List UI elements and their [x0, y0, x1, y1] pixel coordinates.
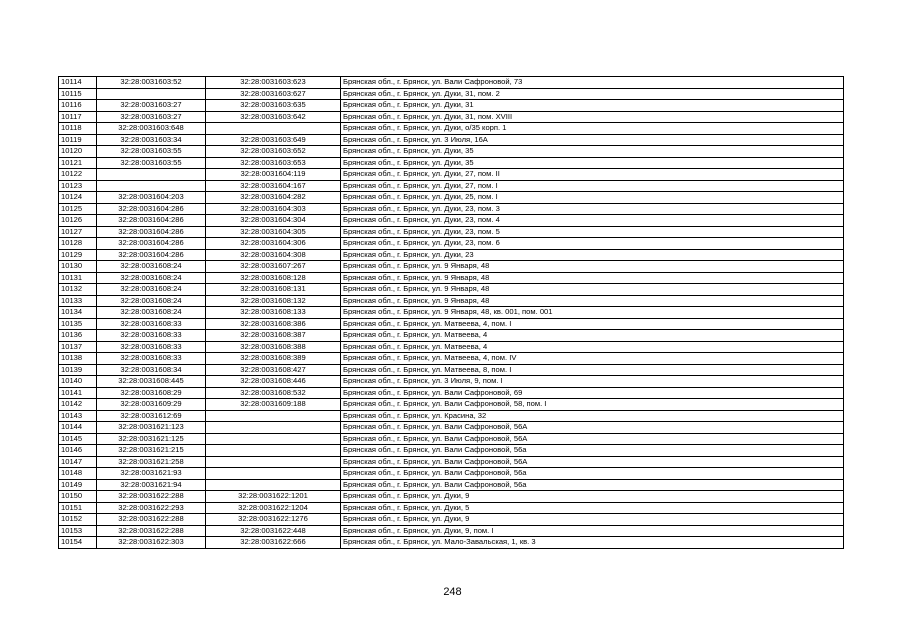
record-number-cell: 10152	[59, 514, 97, 526]
parcel-cadastral-number-cell: 32:28:0031604:286	[97, 203, 206, 215]
record-number-cell: 10148	[59, 468, 97, 480]
address-cell: Брянская обл., г. Брянск, ул. Вали Сафроновой, 56А	[341, 433, 844, 445]
parcel-cadastral-number-cell: 32:28:0031621:215	[97, 445, 206, 457]
table-row	[59, 307, 844, 319]
parcel-cadastral-number-cell: 32:28:0031604:286	[97, 215, 206, 227]
table-row	[59, 123, 844, 135]
parcel-cadastral-number-cell: 32:28:0031608:24	[97, 307, 206, 319]
object-cadastral-number-cell: 32:28:0031603:652	[206, 146, 341, 158]
parcel-cadastral-number-cell: 32:28:0031604:286	[97, 238, 206, 250]
table-row	[59, 249, 844, 261]
address-cell: Брянская обл., г. Брянск, ул. Дуки, 27, пом. I	[341, 180, 844, 192]
table-row	[59, 261, 844, 273]
address-cell: Брянская обл., г. Брянск, ул. 9 Января, 48, кв. 001, пом. 001	[341, 307, 844, 319]
record-number-cell: 10130	[59, 261, 97, 273]
address-cell: Брянская обл., г. Брянск, ул. Вали Сафроновой, 58, пом. I	[341, 399, 844, 411]
address-cell: Брянская обл., г. Брянск, ул. Дуки, 23, пом. 3	[341, 203, 844, 215]
table-row	[59, 353, 844, 365]
table-row	[59, 134, 844, 146]
parcel-cadastral-number-cell: 32:28:0031622:288	[97, 491, 206, 503]
record-number-cell: 10131	[59, 272, 97, 284]
parcel-cadastral-number-cell: 32:28:0031608:33	[97, 330, 206, 342]
parcel-cadastral-number-cell: 32:28:0031622:288	[97, 525, 206, 537]
address-cell: Брянская обл., г. Брянск, ул. Дуки, 23, пом. 6	[341, 238, 844, 250]
object-cadastral-number-cell: 32:28:0031608:132	[206, 295, 341, 307]
object-cadastral-number-cell	[206, 479, 341, 491]
parcel-cadastral-number-cell: 32:28:0031621:125	[97, 433, 206, 445]
record-number-cell: 10125	[59, 203, 97, 215]
parcel-cadastral-number-cell: 32:28:0031604:286	[97, 226, 206, 238]
object-cadastral-number-cell: 32:28:0031608:446	[206, 376, 341, 388]
record-number-cell: 10121	[59, 157, 97, 169]
object-cadastral-number-cell: 32:28:0031603:623	[206, 77, 341, 89]
address-cell: Брянская обл., г. Брянск, ул. Матвеева, 4	[341, 341, 844, 353]
table-row	[59, 157, 844, 169]
object-cadastral-number-cell: 32:28:0031622:448	[206, 525, 341, 537]
record-number-cell: 10137	[59, 341, 97, 353]
address-cell: Брянская обл., г. Брянск, ул. Дуки, 9	[341, 491, 844, 503]
table-row	[59, 433, 844, 445]
address-cell: Брянская обл., г. Брянск, ул. Матвеева, 8, пом. I	[341, 364, 844, 376]
record-number-cell: 10136	[59, 330, 97, 342]
record-number-cell: 10120	[59, 146, 97, 158]
object-cadastral-number-cell	[206, 410, 341, 422]
parcel-cadastral-number-cell: 32:28:0031603:55	[97, 146, 206, 158]
parcel-cadastral-number-cell: 32:28:0031608:33	[97, 341, 206, 353]
record-number-cell: 10140	[59, 376, 97, 388]
record-number-cell: 10124	[59, 192, 97, 204]
table-row	[59, 330, 844, 342]
table-row	[59, 295, 844, 307]
address-cell: Брянская обл., г. Брянск, ул. 9 Января, 48	[341, 284, 844, 296]
object-cadastral-number-cell: 32:28:0031608:427	[206, 364, 341, 376]
object-cadastral-number-cell	[206, 468, 341, 480]
parcel-cadastral-number-cell: 32:28:0031608:24	[97, 284, 206, 296]
table-row	[59, 456, 844, 468]
registry-table-body	[59, 77, 844, 549]
record-number-cell: 10145	[59, 433, 97, 445]
object-cadastral-number-cell: 32:28:0031608:389	[206, 353, 341, 365]
address-cell: Брянская обл., г. Брянск, ул. Дуки, 23	[341, 249, 844, 261]
parcel-cadastral-number-cell: 32:28:0031608:33	[97, 353, 206, 365]
address-cell: Брянская обл., г. Брянск, ул. Вали Сафроновой, 56а	[341, 479, 844, 491]
record-number-cell: 10143	[59, 410, 97, 422]
parcel-cadastral-number-cell: 32:28:0031603:34	[97, 134, 206, 146]
parcel-cadastral-number-cell: 32:28:0031621:258	[97, 456, 206, 468]
parcel-cadastral-number-cell: 32:28:0031622:303	[97, 537, 206, 549]
parcel-cadastral-number-cell: 32:28:0031621:123	[97, 422, 206, 434]
record-number-cell: 10151	[59, 502, 97, 514]
record-number-cell: 10147	[59, 456, 97, 468]
parcel-cadastral-number-cell: 32:28:0031622:288	[97, 514, 206, 526]
address-cell: Брянская обл., г. Брянск, ул. Дуки, 27, пом. II	[341, 169, 844, 181]
record-number-cell: 10126	[59, 215, 97, 227]
parcel-cadastral-number-cell	[97, 180, 206, 192]
record-number-cell: 10144	[59, 422, 97, 434]
record-number-cell: 10133	[59, 295, 97, 307]
parcel-cadastral-number-cell: 32:28:0031608:445	[97, 376, 206, 388]
parcel-cadastral-number-cell: 32:28:0031608:33	[97, 318, 206, 330]
table-row	[59, 479, 844, 491]
address-cell: Брянская обл., г. Брянск, ул. Красина, 32	[341, 410, 844, 422]
table-row	[59, 77, 844, 89]
address-cell: Брянская обл., г. Брянск, ул. Матвеева, 4, пом. IV	[341, 353, 844, 365]
object-cadastral-number-cell: 32:28:0031608:133	[206, 307, 341, 319]
record-number-cell: 10117	[59, 111, 97, 123]
record-number-cell: 10138	[59, 353, 97, 365]
record-number-cell: 10122	[59, 169, 97, 181]
parcel-cadastral-number-cell: 32:28:0031622:293	[97, 502, 206, 514]
object-cadastral-number-cell: 32:28:0031603:635	[206, 100, 341, 112]
object-cadastral-number-cell: 32:28:0031608:532	[206, 387, 341, 399]
record-number-cell: 10132	[59, 284, 97, 296]
object-cadastral-number-cell	[206, 123, 341, 135]
object-cadastral-number-cell: 32:28:0031608:131	[206, 284, 341, 296]
address-cell: Брянская обл., г. Брянск, ул. Мало-Завальская, 1, кв. 3	[341, 537, 844, 549]
object-cadastral-number-cell: 32:28:0031604:119	[206, 169, 341, 181]
table-row	[59, 341, 844, 353]
address-cell: Брянская обл., г. Брянск, ул. Дуки, 35	[341, 157, 844, 169]
address-cell: Брянская обл., г. Брянск, ул. Дуки, 25, пом. I	[341, 192, 844, 204]
table-row	[59, 169, 844, 181]
table-row	[59, 238, 844, 250]
parcel-cadastral-number-cell	[97, 88, 206, 100]
object-cadastral-number-cell: 32:28:0031608:128	[206, 272, 341, 284]
object-cadastral-number-cell: 32:28:0031604:305	[206, 226, 341, 238]
address-cell: Брянская обл., г. Брянск, ул. Дуки, о/35 корп. 1	[341, 123, 844, 135]
address-cell: Брянская обл., г. Брянск, ул. Дуки, 23, пом. 4	[341, 215, 844, 227]
table-row	[59, 100, 844, 112]
object-cadastral-number-cell: 32:28:0031604:167	[206, 180, 341, 192]
table-row	[59, 525, 844, 537]
parcel-cadastral-number-cell: 32:28:0031608:24	[97, 295, 206, 307]
page-number: 248	[443, 586, 462, 598]
table-row	[59, 491, 844, 503]
table-row	[59, 203, 844, 215]
parcel-cadastral-number-cell: 32:28:0031604:203	[97, 192, 206, 204]
address-cell: Брянская обл., г. Брянск, ул. Дуки, 23, пом. 5	[341, 226, 844, 238]
object-cadastral-number-cell: 32:28:0031603:642	[206, 111, 341, 123]
object-cadastral-number-cell	[206, 456, 341, 468]
object-cadastral-number-cell	[206, 433, 341, 445]
parcel-cadastral-number-cell: 32:28:0031603:55	[97, 157, 206, 169]
address-cell: Брянская обл., г. Брянск, ул. Дуки, 31, пом. 2	[341, 88, 844, 100]
address-cell: Брянская обл., г. Брянск, ул. Вали Сафроновой, 56А	[341, 422, 844, 434]
table-row	[59, 468, 844, 480]
object-cadastral-number-cell: 32:28:0031608:388	[206, 341, 341, 353]
parcel-cadastral-number-cell: 32:28:0031608:29	[97, 387, 206, 399]
record-number-cell: 10128	[59, 238, 97, 250]
parcel-cadastral-number-cell: 32:28:0031608:34	[97, 364, 206, 376]
address-cell: Брянская обл., г. Брянск, ул. Дуки, 31	[341, 100, 844, 112]
address-cell: Брянская обл., г. Брянск, ул. Дуки, 5	[341, 502, 844, 514]
table-row	[59, 376, 844, 388]
parcel-cadastral-number-cell: 32:28:0031603:27	[97, 111, 206, 123]
object-cadastral-number-cell: 32:28:0031607:267	[206, 261, 341, 273]
table-row	[59, 146, 844, 158]
parcel-cadastral-number-cell: 32:28:0031612:69	[97, 410, 206, 422]
object-cadastral-number-cell: 32:28:0031622:666	[206, 537, 341, 549]
table-row	[59, 180, 844, 192]
table-row	[59, 364, 844, 376]
table-row	[59, 226, 844, 238]
object-cadastral-number-cell: 32:28:0031603:649	[206, 134, 341, 146]
parcel-cadastral-number-cell: 32:28:0031609:29	[97, 399, 206, 411]
parcel-cadastral-number-cell	[97, 169, 206, 181]
address-cell: Брянская обл., г. Брянск, ул. Матвеева, 4, пом. I	[341, 318, 844, 330]
record-number-cell: 10123	[59, 180, 97, 192]
table-row	[59, 537, 844, 549]
record-number-cell: 10146	[59, 445, 97, 457]
address-cell: Брянская обл., г. Брянск, ул. 9 Января, 48	[341, 261, 844, 273]
parcel-cadastral-number-cell: 32:28:0031603:27	[97, 100, 206, 112]
record-number-cell: 10141	[59, 387, 97, 399]
parcel-cadastral-number-cell: 32:28:0031603:648	[97, 123, 206, 135]
table-row	[59, 410, 844, 422]
address-cell: Брянская обл., г. Брянск, ул. Дуки, 31, пом. XVIII	[341, 111, 844, 123]
address-cell: Брянская обл., г. Брянск, ул. 9 Января, 48	[341, 272, 844, 284]
object-cadastral-number-cell: 32:28:0031604:308	[206, 249, 341, 261]
parcel-cadastral-number-cell: 32:28:0031621:93	[97, 468, 206, 480]
table-row	[59, 445, 844, 457]
table-row	[59, 399, 844, 411]
record-number-cell: 10116	[59, 100, 97, 112]
table-row	[59, 318, 844, 330]
object-cadastral-number-cell: 32:28:0031604:282	[206, 192, 341, 204]
address-cell: Брянская обл., г. Брянск, ул. Дуки, 35	[341, 146, 844, 158]
object-cadastral-number-cell: 32:28:0031604:303	[206, 203, 341, 215]
object-cadastral-number-cell: 32:28:0031604:304	[206, 215, 341, 227]
record-number-cell: 10129	[59, 249, 97, 261]
address-cell: Брянская обл., г. Брянск, ул. Матвеева, 4	[341, 330, 844, 342]
object-cadastral-number-cell: 32:28:0031604:306	[206, 238, 341, 250]
address-cell: Брянская обл., г. Брянск, ул. Вали Сафроновой, 56а	[341, 445, 844, 457]
property-registry-table	[58, 76, 844, 549]
record-number-cell: 10135	[59, 318, 97, 330]
object-cadastral-number-cell	[206, 445, 341, 457]
address-cell: Брянская обл., г. Брянск, ул. 3 Июля, 16А	[341, 134, 844, 146]
object-cadastral-number-cell: 32:28:0031622:1204	[206, 502, 341, 514]
record-number-cell: 10114	[59, 77, 97, 89]
record-number-cell: 10118	[59, 123, 97, 135]
address-cell: Брянская обл., г. Брянск, ул. Вали Сафроновой, 73	[341, 77, 844, 89]
parcel-cadastral-number-cell: 32:28:0031604:286	[97, 249, 206, 261]
record-number-cell: 10142	[59, 399, 97, 411]
table-row	[59, 192, 844, 204]
object-cadastral-number-cell: 32:28:0031609:188	[206, 399, 341, 411]
record-number-cell: 10154	[59, 537, 97, 549]
record-number-cell: 10149	[59, 479, 97, 491]
parcel-cadastral-number-cell: 32:28:0031608:24	[97, 272, 206, 284]
record-number-cell: 10134	[59, 307, 97, 319]
address-cell: Брянская обл., г. Брянск, ул. Вали Сафроновой, 69	[341, 387, 844, 399]
object-cadastral-number-cell: 32:28:0031622:1276	[206, 514, 341, 526]
address-cell: Брянская обл., г. Брянск, ул. Вали Сафроновой, 56а	[341, 468, 844, 480]
record-number-cell: 10153	[59, 525, 97, 537]
record-number-cell: 10150	[59, 491, 97, 503]
parcel-cadastral-number-cell: 32:28:0031608:24	[97, 261, 206, 273]
address-cell: Брянская обл., г. Брянск, ул. Вали Сафроновой, 56А	[341, 456, 844, 468]
record-number-cell: 10115	[59, 88, 97, 100]
table-row	[59, 111, 844, 123]
object-cadastral-number-cell: 32:28:0031603:627	[206, 88, 341, 100]
object-cadastral-number-cell: 32:28:0031608:387	[206, 330, 341, 342]
record-number-cell: 10127	[59, 226, 97, 238]
table-row	[59, 502, 844, 514]
address-cell: Брянская обл., г. Брянск, ул. Дуки, 9, пом. I	[341, 525, 844, 537]
record-number-cell: 10119	[59, 134, 97, 146]
table-row	[59, 387, 844, 399]
object-cadastral-number-cell: 32:28:0031608:386	[206, 318, 341, 330]
table-row	[59, 514, 844, 526]
record-number-cell: 10139	[59, 364, 97, 376]
parcel-cadastral-number-cell: 32:28:0031603:52	[97, 77, 206, 89]
object-cadastral-number-cell: 32:28:0031603:653	[206, 157, 341, 169]
address-cell: Брянская обл., г. Брянск, ул. 9 Января, 48	[341, 295, 844, 307]
address-cell: Брянская обл., г. Брянск, ул. 3 Июля, 9, пом. I	[341, 376, 844, 388]
table-row	[59, 272, 844, 284]
object-cadastral-number-cell	[206, 422, 341, 434]
object-cadastral-number-cell: 32:28:0031622:1201	[206, 491, 341, 503]
table-row	[59, 284, 844, 296]
table-row	[59, 422, 844, 434]
address-cell: Брянская обл., г. Брянск, ул. Дуки, 9	[341, 514, 844, 526]
parcel-cadastral-number-cell: 32:28:0031621:94	[97, 479, 206, 491]
table-row	[59, 215, 844, 227]
table-row	[59, 88, 844, 100]
